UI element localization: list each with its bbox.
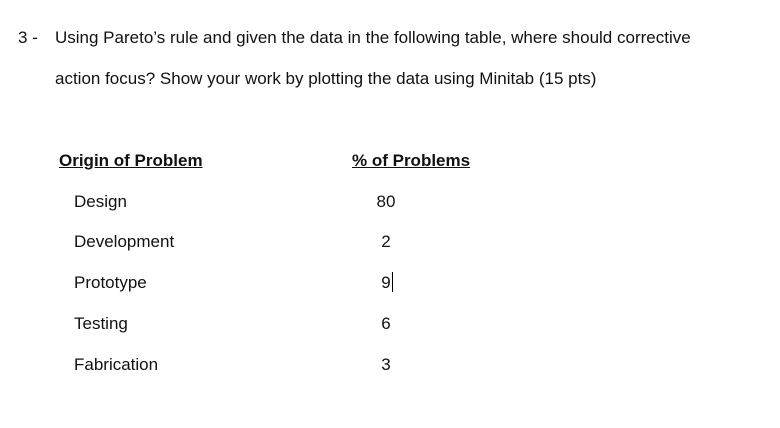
row-label-testing: Testing xyxy=(74,314,128,333)
row-value-design: 80 xyxy=(376,192,396,211)
row-value-prototype[interactable]: 9 xyxy=(381,273,391,292)
row-label-prototype: Prototype xyxy=(74,273,147,292)
header-origin-of-problem: Origin of Problem xyxy=(59,151,203,170)
question-number: 3 - xyxy=(18,28,38,47)
text-insertion-cursor xyxy=(392,272,393,292)
question-text-line-1: Using Pareto’s rule and given the data in the following table, where should corrective xyxy=(55,28,691,47)
row-value-development: 2 xyxy=(381,232,391,251)
header-percent-of-problems: % of Problems xyxy=(352,151,471,170)
row-label-development: Development xyxy=(74,232,175,251)
row-value-fabrication: 3 xyxy=(381,355,391,374)
row-label-fabrication: Fabrication xyxy=(74,355,159,374)
row-value-testing: 6 xyxy=(381,314,391,333)
question-text-line-2: action focus? Show your work by plotting the data using Minitab (15 pts) xyxy=(55,69,597,88)
row-label-design: Design xyxy=(74,192,127,211)
